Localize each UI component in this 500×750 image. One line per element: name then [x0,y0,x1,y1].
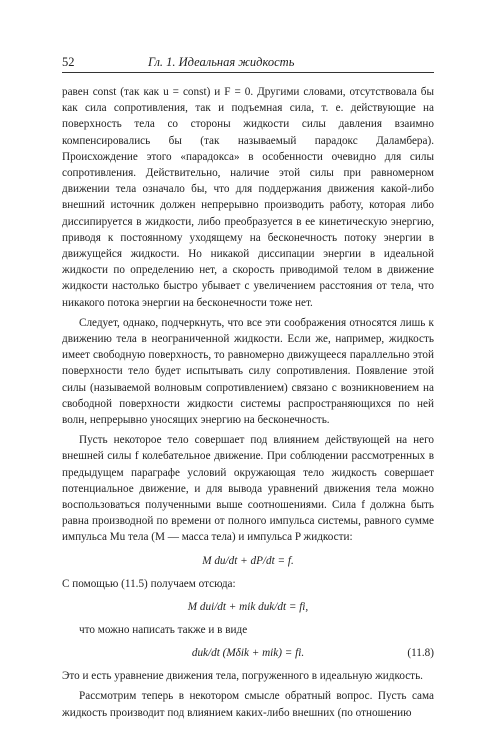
paragraph: С помощью (11.5) получаем отсюда: [62,577,236,590]
chapter-title: Гл. 1. Идеальная жидкость [148,55,295,69]
equation-11-8 [62,641,434,665]
paragraph: Рассмотрим теперь в некотором смысле обратный вопрос. Пусть сама жидкость производит под влиянием каких-либо внешних (по отношению [62,690,434,719]
paragraph: Пусть некоторое тело совершает под влиянием действующей на него внешней силы f колебательное движение. При соблюдении рассмотренных в предыдущем параграфе условий окружающая тело жидкость совершает потенциальное движение, и для вывода уравнений движения тела можно воспользоваться полученными выше соотношениями. Сила f должна быть равна производной по времени от полного импульса системы, равного сумме импульса Mu тела (M — масса тела) и импульса P жидкости: [62,434,434,544]
paragraph: Следует, однако, подчеркнуть, что все эти соображения относятся лишь к движению тела в неограниченной жидкости. Если же, например, жидкость имеет свободную поверхность, то равномерно движущееся параллельно этой поверхности тело будет испытывать силу сопротивления. Появление этой силы (называемой волновым сопротивлением) связано с возникновением на свободной поверхности жидкости системы распространяющихся по ней волн, непрерывно уносящих энергию на бесконечность. [62,316,434,427]
header-divider [62,72,434,73]
equation-momentum: M du/dt + dP/dt = f. [202,554,294,567]
page-number: 52 [62,55,75,69]
body-text [62,84,434,721]
equation-body: duk/dt (Mδik + mik) = fi. [191,647,305,660]
equation-components: M dui/dt + mik duk/dt = fi, [187,600,309,613]
paragraph: Это и есть уравнение движения тела, погруженного в идеальную жидкость. [62,670,423,683]
paragraph: что можно написать также и в виде [79,623,248,636]
equation-number: (11.8) [407,647,434,660]
page-header [62,55,434,73]
paragraph: равен const (так как u = const) и F = 0. Другими словами, отсутствовала бы как сила сопротивления, так и подъемная сила, т. е. действующие на поверхность тела со стороны жидкости силы давления взаимно компенсировались бы (так называемый парадокс Даламбера). Происхождение этого «парадокса» в особенности очевидно для силы сопротивления. Действительно, наличие этой силы при равномерном движении тела означало бы, что для поддержания движения какой-либо внешний источник должен непрерывно производить работу, которая либо диссипируется в жидкости, либо преобразуется в ее кинетическую энергию, приводя к постоянному уходящему на бесконечность потоку энергии в движущейся жидкости. Но никакой диссипации энергии в идеальной жидкости по определению нет, а скорость приводимой телом в движение жидкости настолько быстро убывает с увеличением расстояния от тела, что никакого потока энергии на бесконечности тоже нет. [62,86,434,309]
